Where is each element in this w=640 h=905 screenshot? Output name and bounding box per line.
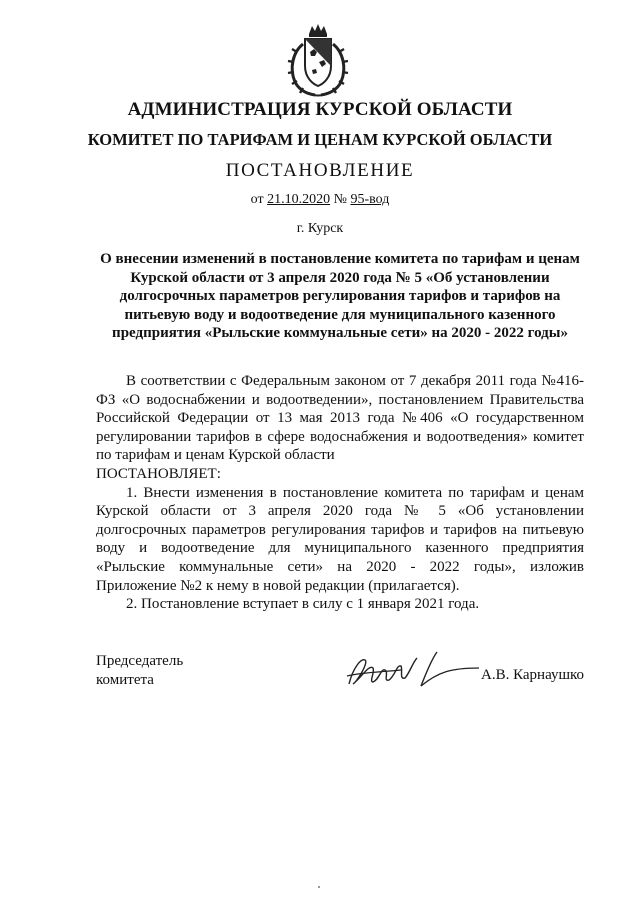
signer-name: А.В. Карнаушко	[481, 667, 585, 683]
committee-title: КОМИТЕТ ПО ТАРИФАМ И ЦЕНАМ КУРСКОЙ ОБЛАСТИ	[87, 130, 553, 149]
decree-word: ПОСТАНОВЛЯЕТ:	[96, 465, 221, 482]
signer-title-line2: комитета	[96, 672, 154, 688]
subject-line: О внесении изменений в постановление комитета по тарифам и ценам	[100, 251, 580, 267]
document-type: ПОСТАНОВЛЕНИЕ	[225, 160, 415, 181]
document-number: 95-вод	[350, 192, 390, 207]
scan-speck	[318, 886, 320, 888]
preamble-paragraph: В соответствии с Федеральным законом от 7 декабря 2011 года №416-ФЗ «О водоснабжении и водоотведении», постановлением Правительства Российской Федерации от 13 мая 2013 года №406 «О государственном регулировании тарифов в сфере водоснабжения и водоотведения» комитет по тарифам и ценам Курской области	[96, 373, 584, 464]
subject-line: долгосрочных параметров регулирования тарифов и тарифов на	[119, 288, 561, 305]
subject-line: предприятия «Рыльские коммунальные сети» на 2020 - 2022 годы»	[112, 325, 568, 342]
document-city: г. Курск	[296, 221, 344, 236]
date-prefix: от	[250, 192, 268, 207]
signer-title-line1: Председатель	[96, 653, 184, 669]
document-subject	[96, 250, 584, 343]
subject-line: питьевую воду и водоотведение для муниципального казенного	[124, 306, 556, 323]
number-prefix: №	[330, 192, 351, 207]
document-body	[96, 372, 584, 614]
handwritten-signature-icon	[343, 638, 483, 698]
item-2-paragraph: 2. Постановление вступает в силу с 1 января 2021 года.	[126, 596, 480, 613]
item-1-paragraph: 1. Внести изменения в постановление комитета по тарифам и ценам Курской области от 3 апреля 2020 года № 5 «Об установлении долгосрочных параметров регулирования тарифов и тарифов на питьевую воду и водоотведение для муниципального казенного предприятия «Рыльские коммунальные сети» на 2020 - 2022 годы», изложив Приложение №2 к нему в новой редакции (прилагается).	[96, 484, 584, 594]
organization-title: АДМИНИСТРАЦИЯ КУРСКОЙ ОБЛАСТИ	[127, 99, 513, 120]
document-date: 21.10.2020	[267, 192, 331, 207]
coat-of-arms-icon	[283, 22, 353, 98]
document-date-line	[0, 192, 640, 208]
subject-line: Курской области от 3 апреля 2020 года № 5 «Об установлении	[130, 269, 550, 286]
